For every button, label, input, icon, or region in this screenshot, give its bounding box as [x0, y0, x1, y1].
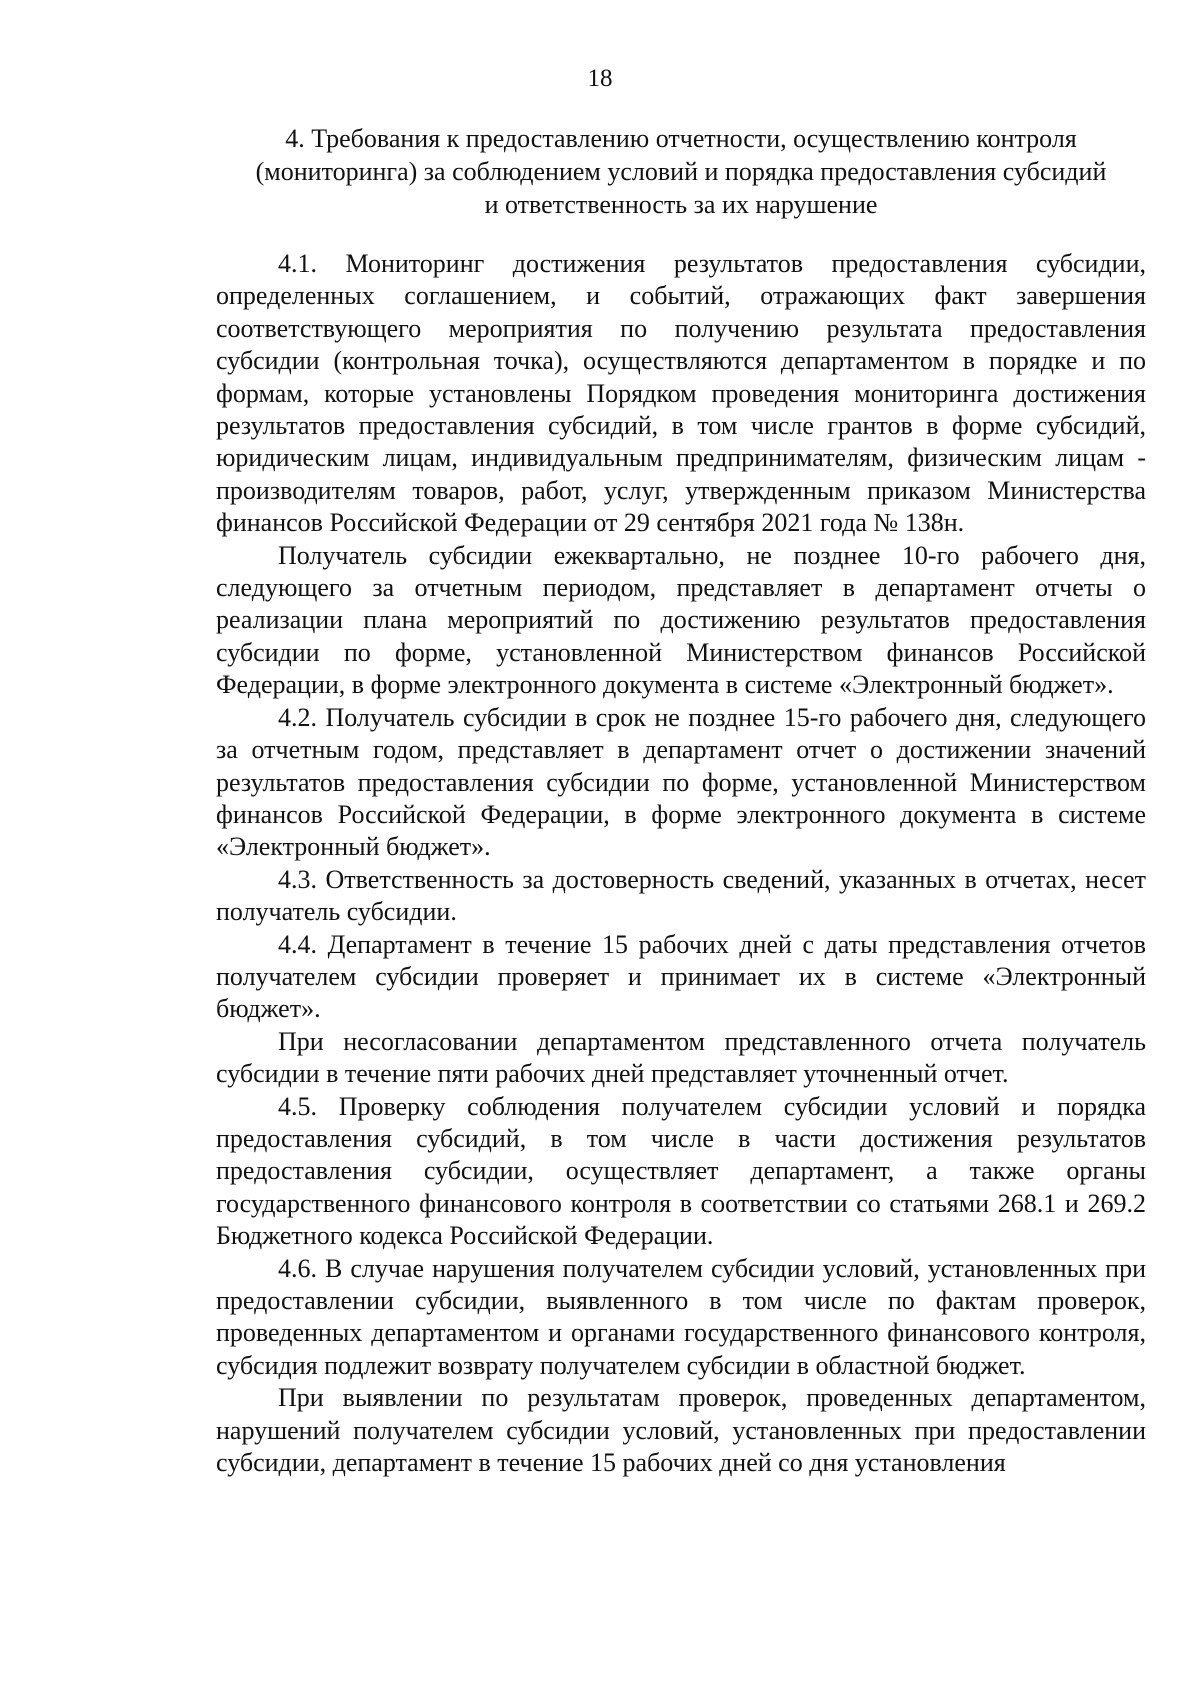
paragraph-4-1: 4.1. Мониторинг достижения результатов предоставления субсидии, определенных соглашением, и событий, отражающих факт завершения соответствующего мероприятия по получению результата предоставления субсидии (контрольная точка), осуществляются департаментом в порядке и по формам, которые установлены Порядком проведения мониторинга достижения результатов предоставления субсидий, в том числе грантов в форме субсидий, юридическим лицам, индивидуальным предпринимателям, физическим лицам - производителям товаров, работ, услуг, утвержденным приказом Министерства финансов Российской Федерации от 29 сентября 2021 года № 138н.	[216, 249, 1146, 538]
paragraph-4-3: 4.3. Ответственность за достоверность сведений, указанных в отчетах, несет получатель субсидии.	[216, 864, 1146, 927]
paragraph-4-4: 4.4. Департамент в течение 15 рабочих дней с даты представления отчетов получателем субсидии проверяет и принимает их в системе «Электронный бюджет».	[216, 929, 1146, 1024]
paragraph-reporting-quarterly: Получатель субсидии ежеквартально, не позднее 10-го рабочего дня, следующего за отчетным периодом, представляет в департамент отчеты о реализации плана мероприятий по достижению результатов предоставления субсидии по форме, установленной Министерством финансов Российской Федерации, в форме электронного документа в системе «Электронный бюджет».	[216, 540, 1146, 700]
paragraph-4-5: 4.5. Проверку соблюдения получателем субсидии условий и порядка предоставления субсидий, в том числе в части достижения результатов предоставления субсидии, осуществляет департамент, а также органы государственного финансового контроля в соответствии со статьями 268.1 и 269.2 Бюджетного кодекса Российской Федерации.	[216, 1091, 1146, 1251]
paragraph-4-6: 4.6. В случае нарушения получателем субсидии условий, установленных при предоставлении субсидии, выявленного в том числе по фактам проверок, проведенных департаментом и органами государственного финансового контроля, субсидия подлежит возврату получателем субсидии в областной бюджет.	[216, 1253, 1146, 1380]
body-text	[216, 248, 1146, 1479]
section-heading-line-2: (мониторинга) за соблюдением условий и порядка предоставления субсидий	[255, 157, 1107, 186]
section-heading-line-3: и ответственность за их нарушение	[484, 190, 878, 219]
section-heading	[216, 122, 1146, 221]
section-heading-line-1: 4. Требования к предоставлению отчетности, осуществлению контроля	[285, 124, 1077, 153]
paragraph-4-2: 4.2. Получатель субсидии в срок не позднее 15-го рабочего дня, следующего за отчетным годом, представляет в департамент отчет о достижении значений результатов предоставления субсидии по форме, установленной Министерством финансов Российской Федерации, в форме электронного документа в системе «Электронный бюджет».	[216, 702, 1146, 862]
paragraph-violations: При выявлении по результатам проверок, проведенных департаментом, нарушений получателем субсидии условий, установленных при предоставлении субсидии, департамент в течение 15 рабочих дней со дня установления	[216, 1383, 1146, 1478]
paragraph-disagreement: При несогласовании департаментом представленного отчета получатель субсидии в течение пяти рабочих дней представляет уточненный отчет.	[216, 1026, 1146, 1089]
page-number: 18	[587, 65, 613, 92]
